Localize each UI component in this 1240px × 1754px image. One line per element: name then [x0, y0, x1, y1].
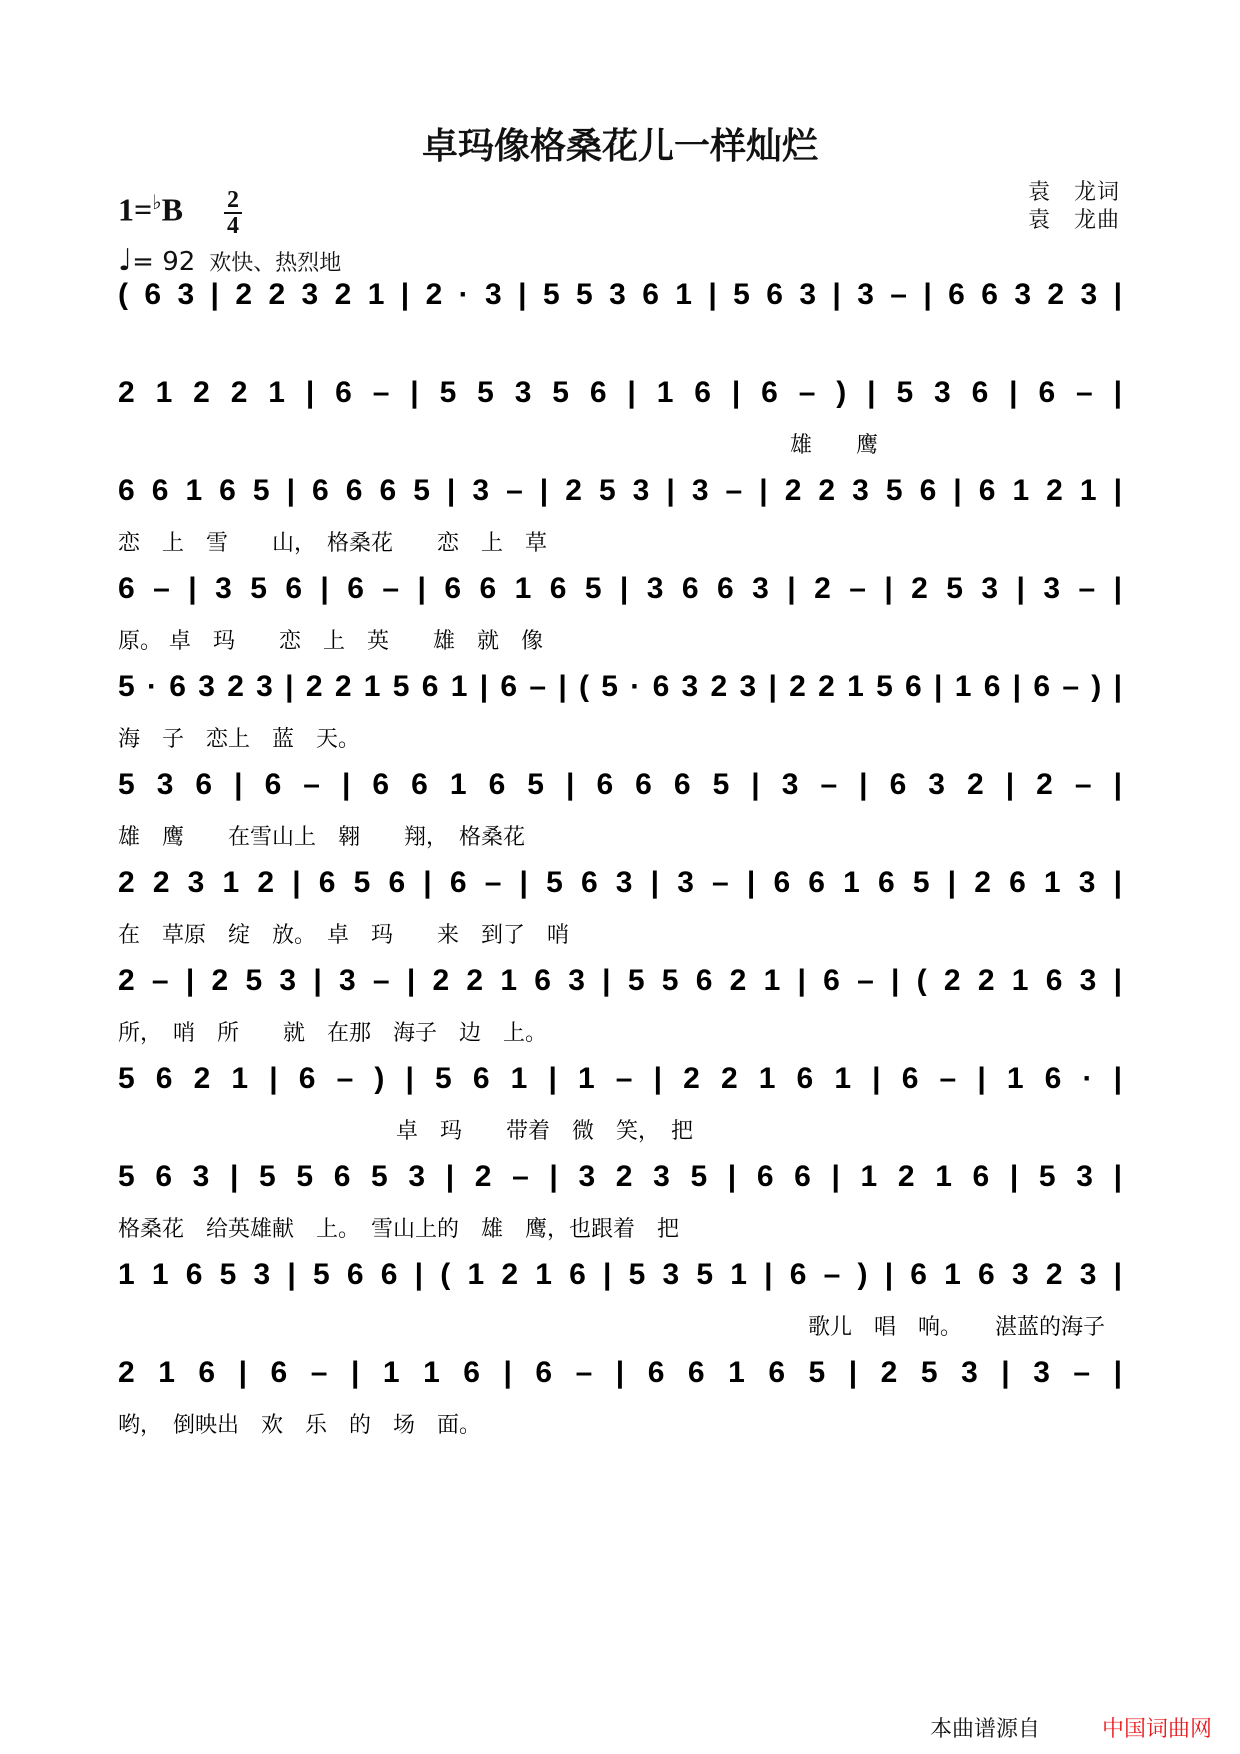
lyrics-row-5: 海 子 恋上 蓝 天。: [118, 727, 361, 752]
notation-row-6: 5 3 6 | 6 – | 6 6 1 6 5 | 6 6 6 5 | 3 – | 6 3 2 | 2 – |: [118, 768, 1122, 801]
notation-row-8: 2 – | 2 5 3 | 3 – | 2 2 1 6 3 | 5 5 6 2 1 | 6 – | ( 2 2 1 6 3 |: [118, 964, 1122, 997]
notation-row-11: 1 1 6 5 3 | 5 6 6 | ( 1 2 1 6 | 5 3 5 1 | 6 – ) | 6 1 6 3 2 3 |: [118, 1258, 1122, 1291]
lyrics-row-8: 所， 哨 所 就 在那 海子 边 上。: [118, 1021, 548, 1046]
notation-row-10: 5 6 3 | 5 5 6 5 3 | 2 – | 3 2 3 5 | 6 6 | 1 2 1 6 | 5 3 |: [118, 1160, 1123, 1193]
time-signature-top: 2: [227, 187, 239, 213]
notation-row-9: 5 6 2 1 | 6 – ) | 5 6 1 | 1 – | 2 2 1 6 1 | 6 – | 1 6 · |: [118, 1062, 1122, 1095]
notation-row-7: 2 2 3 1 2 | 6 5 6 | 6 – | 5 6 3 | 3 – | 6 6 1 6 5 | 2 6 1 3 |: [118, 866, 1123, 899]
notation-row-2: 2 1 2 2 1 | 6 – | 5 5 3 5 6 | 1 6 | 6 – ) | 5 3 6 | 6 – |: [118, 376, 1122, 409]
source-site-link[interactable]: 中国词曲网: [1102, 1717, 1213, 1742]
source-label: 本曲谱源自: [930, 1717, 1041, 1742]
notation-row-3: 6 6 1 6 5 | 6 6 6 5 | 3 – | 2 5 3 | 3 – | 2 2 3 5 6 | 6 1 2 1 |: [118, 474, 1122, 507]
composer-credit: 袁 龙曲: [1027, 208, 1120, 233]
lyrics-row-10: 格桑花 给英雄献 上。 雪山上的 雄 鹰，也跟着 把: [118, 1217, 680, 1242]
lyrics-row-9: 卓 玛 带着 微 笑， 把: [396, 1119, 694, 1144]
key-prefix: 1=: [118, 191, 153, 228]
time-signature-bottom: 4: [227, 213, 239, 239]
score-title: 卓玛像格桑花儿一样灿烂: [421, 125, 818, 167]
lyrics-row-12: 哟， 倒映出 欢 乐 的 场 面。: [118, 1413, 482, 1438]
tempo-value: = 92: [132, 247, 196, 277]
lyrics-row-4: 原。 卓 玛 恋 上 英 雄 就 像: [118, 629, 543, 654]
lyrics-row-11: 歌儿 唱 响。 湛蓝的海子: [808, 1315, 1106, 1340]
lyrics-row-6: 雄 鹰 在雪山上 翱 翔， 格桑花: [118, 825, 526, 850]
notation-row-1: ( 6 3 | 2 2 3 2 1 | 2 · 3 | 5 5 3 6 1 | 5 6 3 | 3 – | 6 6 3 2 3 |: [118, 278, 1122, 311]
notation-row-5: 5 · 6 3 2 3 | 2 2 1 5 6 1 | 6 – | ( 5 · 6 3 2 3 | 2 2 1 5 6 | 1 6 | 6 – ) |: [118, 670, 1122, 703]
expression-mark: 欢快、热烈地: [209, 251, 342, 276]
lyrics-row-2: 雄 鹰: [790, 433, 879, 458]
notation-row-12: 2 1 6 | 6 – | 1 1 6 | 6 – | 6 6 1 6 5 | 2 5 3 | 3 – |: [118, 1356, 1122, 1389]
key-tonic: B: [161, 191, 184, 228]
quarter-note-icon: ♩: [118, 243, 133, 278]
lyrics-row-7: 在 草原 绽 放。 卓 玛 来 到了 哨: [118, 923, 570, 948]
lyricist-credit: 袁 龙词: [1027, 180, 1120, 205]
flat-sign: ♭: [152, 192, 162, 214]
notation-row-4: 6 – | 3 5 6 | 6 – | 6 6 1 6 5 | 3 6 6 3 | 2 – | 2 5 3 | 3 – |: [118, 572, 1122, 605]
lyrics-row-3: 恋 上 雪 山， 格桑花 恋 上 草: [118, 531, 548, 556]
